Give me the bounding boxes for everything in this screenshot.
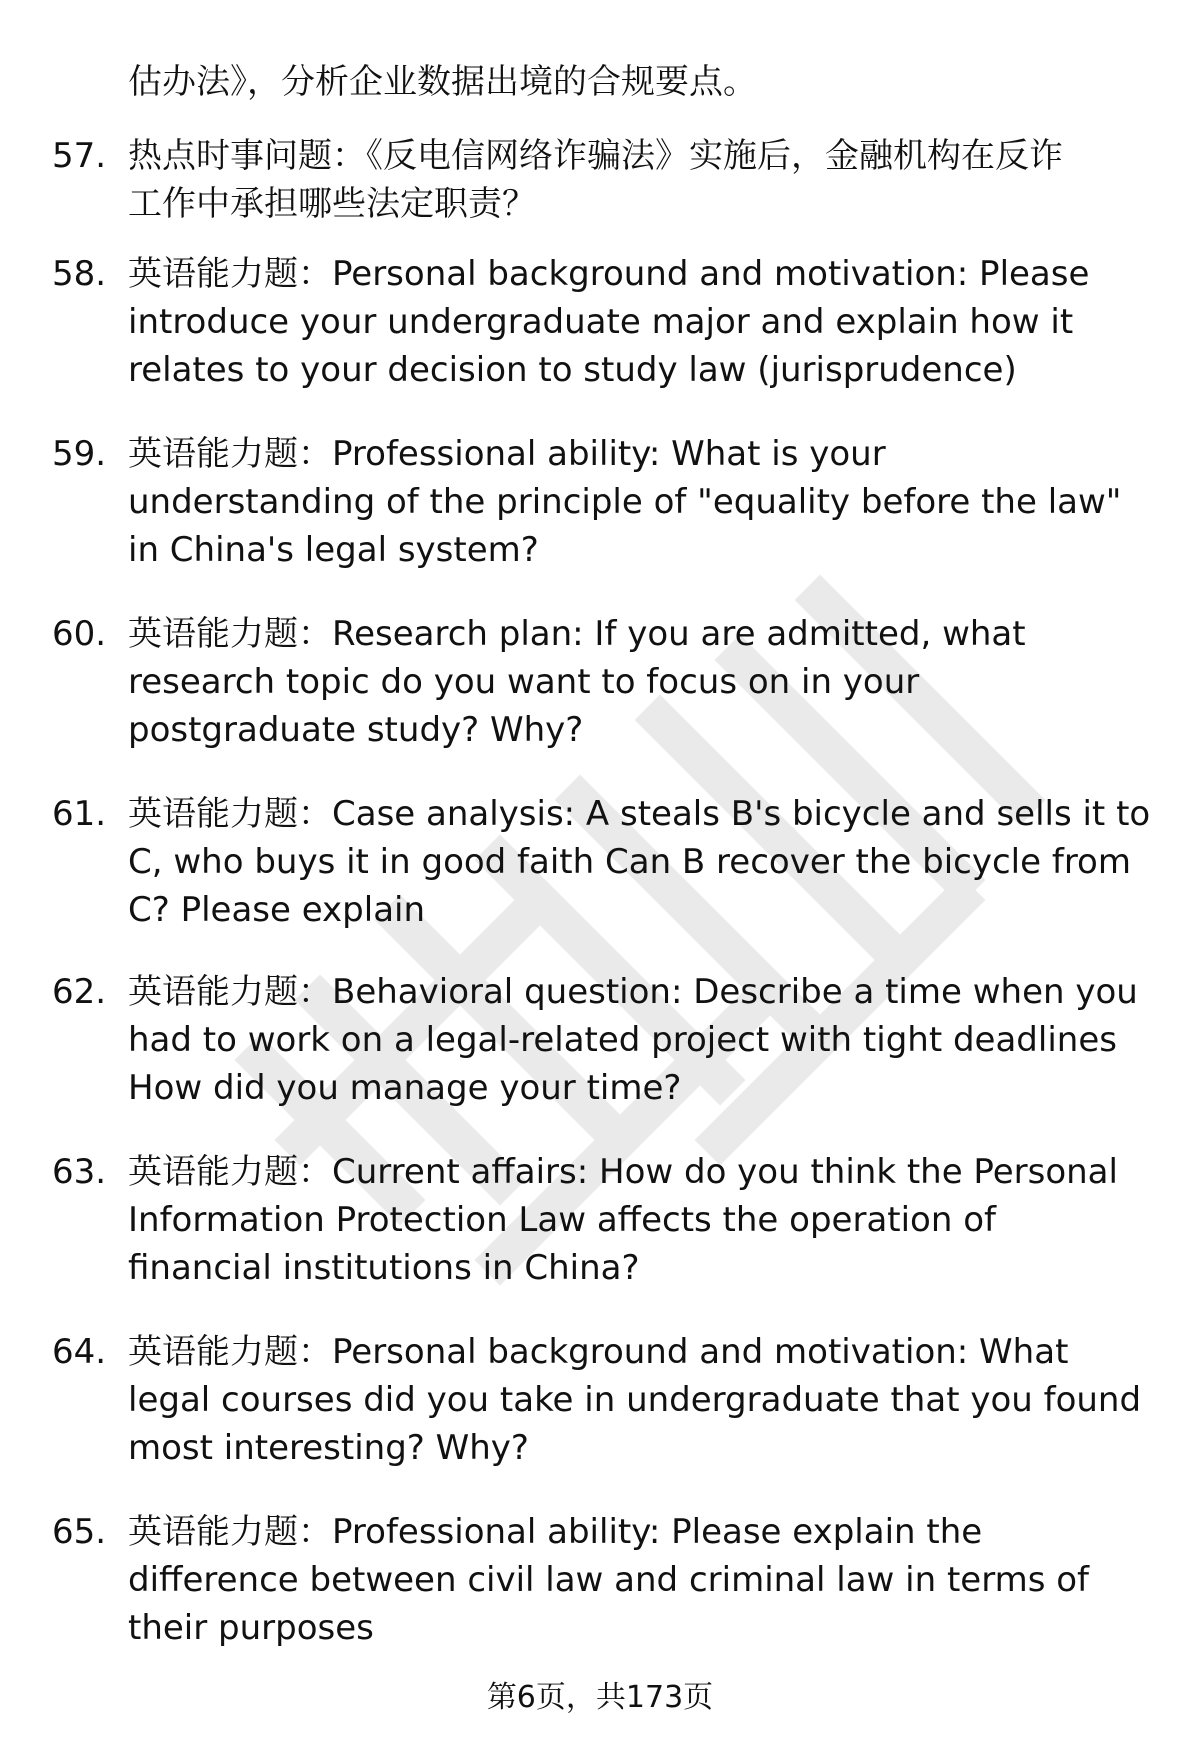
question-text-line: 英语能力题：Professional ability: Please explain the xyxy=(128,1512,983,1552)
question-text xyxy=(128,790,1168,934)
question-text-line: introduce your undergraduate major and explain how it xyxy=(128,302,1074,342)
question-text xyxy=(128,610,1168,754)
question-text-line: 英语能力题：Personal background and motivation: What xyxy=(128,1332,1069,1372)
question-text-line: 英语能力题：Current affairs: How do you think the Personal xyxy=(128,1152,1118,1192)
question-text-line: financial institutions in China? xyxy=(128,1248,640,1288)
question-number: 64. xyxy=(52,1332,107,1372)
question-number: 59. xyxy=(52,434,107,474)
question-text-line: postgraduate study? Why? xyxy=(128,710,584,750)
question-number: 61. xyxy=(52,794,107,834)
question-number: 60. xyxy=(52,614,107,654)
question-text-line: in China's legal system? xyxy=(128,530,539,570)
question-text-line: 英语能力题：Research plan: If you are admitted, what xyxy=(128,614,1026,654)
question-text-line: C, who buys it in good faith Can B recover the bicycle from xyxy=(128,842,1131,882)
question-text-line: 英语能力题：Professional ability: What is your xyxy=(128,434,886,474)
question-text xyxy=(128,1148,1168,1292)
question-text-line: understanding of the principle of "equality before the law" xyxy=(128,482,1122,522)
question-number: 58. xyxy=(52,254,107,294)
question-text-line: Information Protection Law affects the operation of xyxy=(128,1200,996,1240)
question-text-line: relates to your decision to study law (jurisprudence) xyxy=(128,350,1017,390)
question-text-line: had to work on a legal-related project with tight deadlines xyxy=(128,1020,1117,1060)
question-text-line: How did you manage your time? xyxy=(128,1068,682,1108)
continued-text-line: 估办法》，分析企业数据出境的合规要点。 xyxy=(128,62,757,102)
question-text xyxy=(128,430,1168,574)
question-text-line: their purposes xyxy=(128,1608,374,1648)
question-text-line: 英语能力题：Personal background and motivation: Please xyxy=(128,254,1090,294)
question-text xyxy=(128,968,1168,1112)
question-text-line: C? Please explain xyxy=(128,890,426,930)
question-number: 62. xyxy=(52,972,107,1012)
question-text-line: most interesting? Why? xyxy=(128,1428,529,1468)
question-text-line: difference between civil law and criminal law in terms of xyxy=(128,1560,1090,1600)
question-number: 65. xyxy=(52,1512,107,1552)
question-number: 63. xyxy=(52,1152,107,1192)
question-text-line: 热点时事问题：《反电信网络诈骗法》实施后，金融机构在反诈 xyxy=(128,136,1063,176)
question-text-line: 工作中承担哪些法定职责？ xyxy=(128,184,536,224)
question-text xyxy=(128,250,1168,394)
question-text xyxy=(128,1328,1168,1472)
question-text-line: research topic do you want to focus on in your xyxy=(128,662,920,702)
question-text xyxy=(128,1508,1168,1652)
page-number-footer: 第6页，共173页 xyxy=(486,1680,714,1715)
question-text-line: 英语能力题：Behavioral question: Describe a time when you xyxy=(128,972,1138,1012)
question-text-line: legal courses did you take in undergraduate that you found xyxy=(128,1380,1142,1420)
question-text-line: 英语能力题：Case analysis: A steals B's bicycle and sells it to xyxy=(128,794,1151,834)
question-text xyxy=(128,132,1168,228)
question-number: 57. xyxy=(52,136,107,176)
